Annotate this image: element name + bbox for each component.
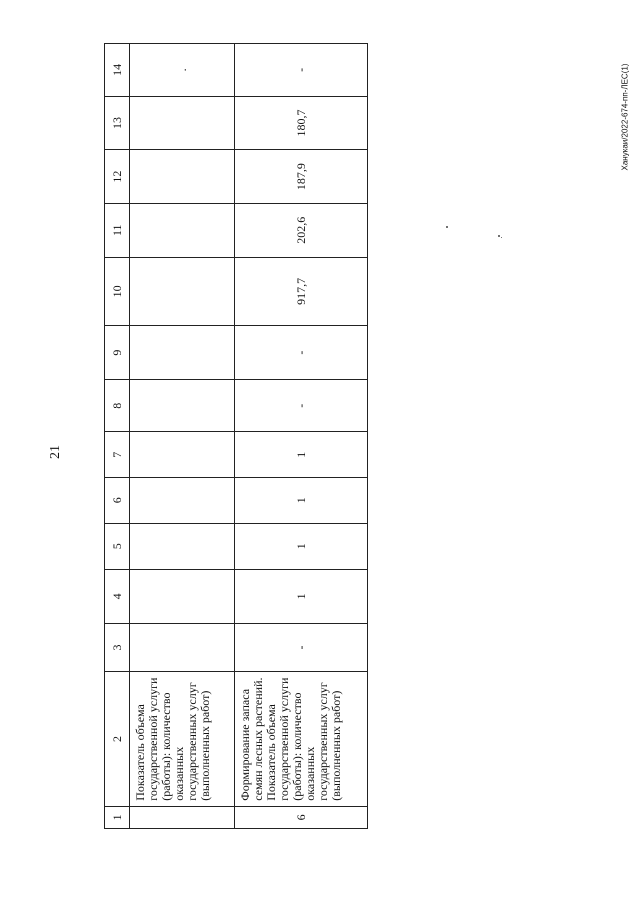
header-cell: 8 (105, 379, 130, 432)
value-cell: 1 (235, 523, 368, 570)
value-cell: . (130, 44, 235, 97)
data-table (104, 43, 368, 829)
value-cell (130, 623, 235, 672)
value-cell: 1 (235, 478, 368, 524)
value-cell (130, 257, 235, 326)
row-number-cell (130, 806, 235, 828)
header-cell: 11 (105, 203, 130, 257)
header-cell: 6 (105, 478, 130, 524)
value-cell: 187,9 (235, 150, 368, 204)
value-cell (130, 326, 235, 380)
row-number-cell: 6 (235, 806, 368, 828)
value-cell (130, 478, 235, 524)
header-cell: 13 (105, 96, 130, 150)
value-cell: 917,7 (235, 257, 368, 326)
header-cell: 3 (105, 623, 130, 672)
header-cell: 5 (105, 523, 130, 570)
value-cell: - (235, 44, 368, 97)
value-cell (130, 150, 235, 204)
value-cell: - (235, 379, 368, 432)
scan-speck (498, 235, 500, 237)
value-cell: - (235, 623, 368, 672)
value-cell: 202,6 (235, 203, 368, 257)
value-cell (130, 523, 235, 570)
data-table-container (104, 43, 358, 829)
document-code: Ханукаи/2022-674-пп-ЛЕС(1) (620, 63, 630, 171)
value-cell (130, 96, 235, 150)
scan-speck (446, 226, 448, 228)
header-cell: 4 (105, 570, 130, 624)
description-cell: Показатель объема государственной услуги (работы): количество оказанных государственных услуг (выполненных работ) (130, 672, 235, 807)
page-number: 21 (48, 445, 63, 459)
header-cell: 7 (105, 432, 130, 478)
description-cell: Формирование запаса семян лесных растений. Показатель объема государственной услуги (работы): количество оказанных государственных услуг (выполненных работ) (235, 672, 368, 807)
value-cell: 1 (235, 570, 368, 624)
value-cell (130, 432, 235, 478)
scan-speck (501, 237, 502, 238)
header-cell: 2 (105, 672, 130, 807)
value-cell (130, 570, 235, 624)
value-cell (130, 203, 235, 257)
header-cell: 9 (105, 326, 130, 380)
value-cell (130, 379, 235, 432)
header-row (105, 44, 130, 829)
table-row (130, 44, 235, 829)
value-cell: 1 (235, 432, 368, 478)
table-row (235, 44, 368, 829)
header-cell: 12 (105, 150, 130, 204)
header-cell: 14 (105, 44, 130, 97)
value-cell: - (235, 326, 368, 380)
value-cell: 180,7 (235, 96, 368, 150)
header-cell: 1 (105, 806, 130, 828)
header-cell: 10 (105, 257, 130, 326)
